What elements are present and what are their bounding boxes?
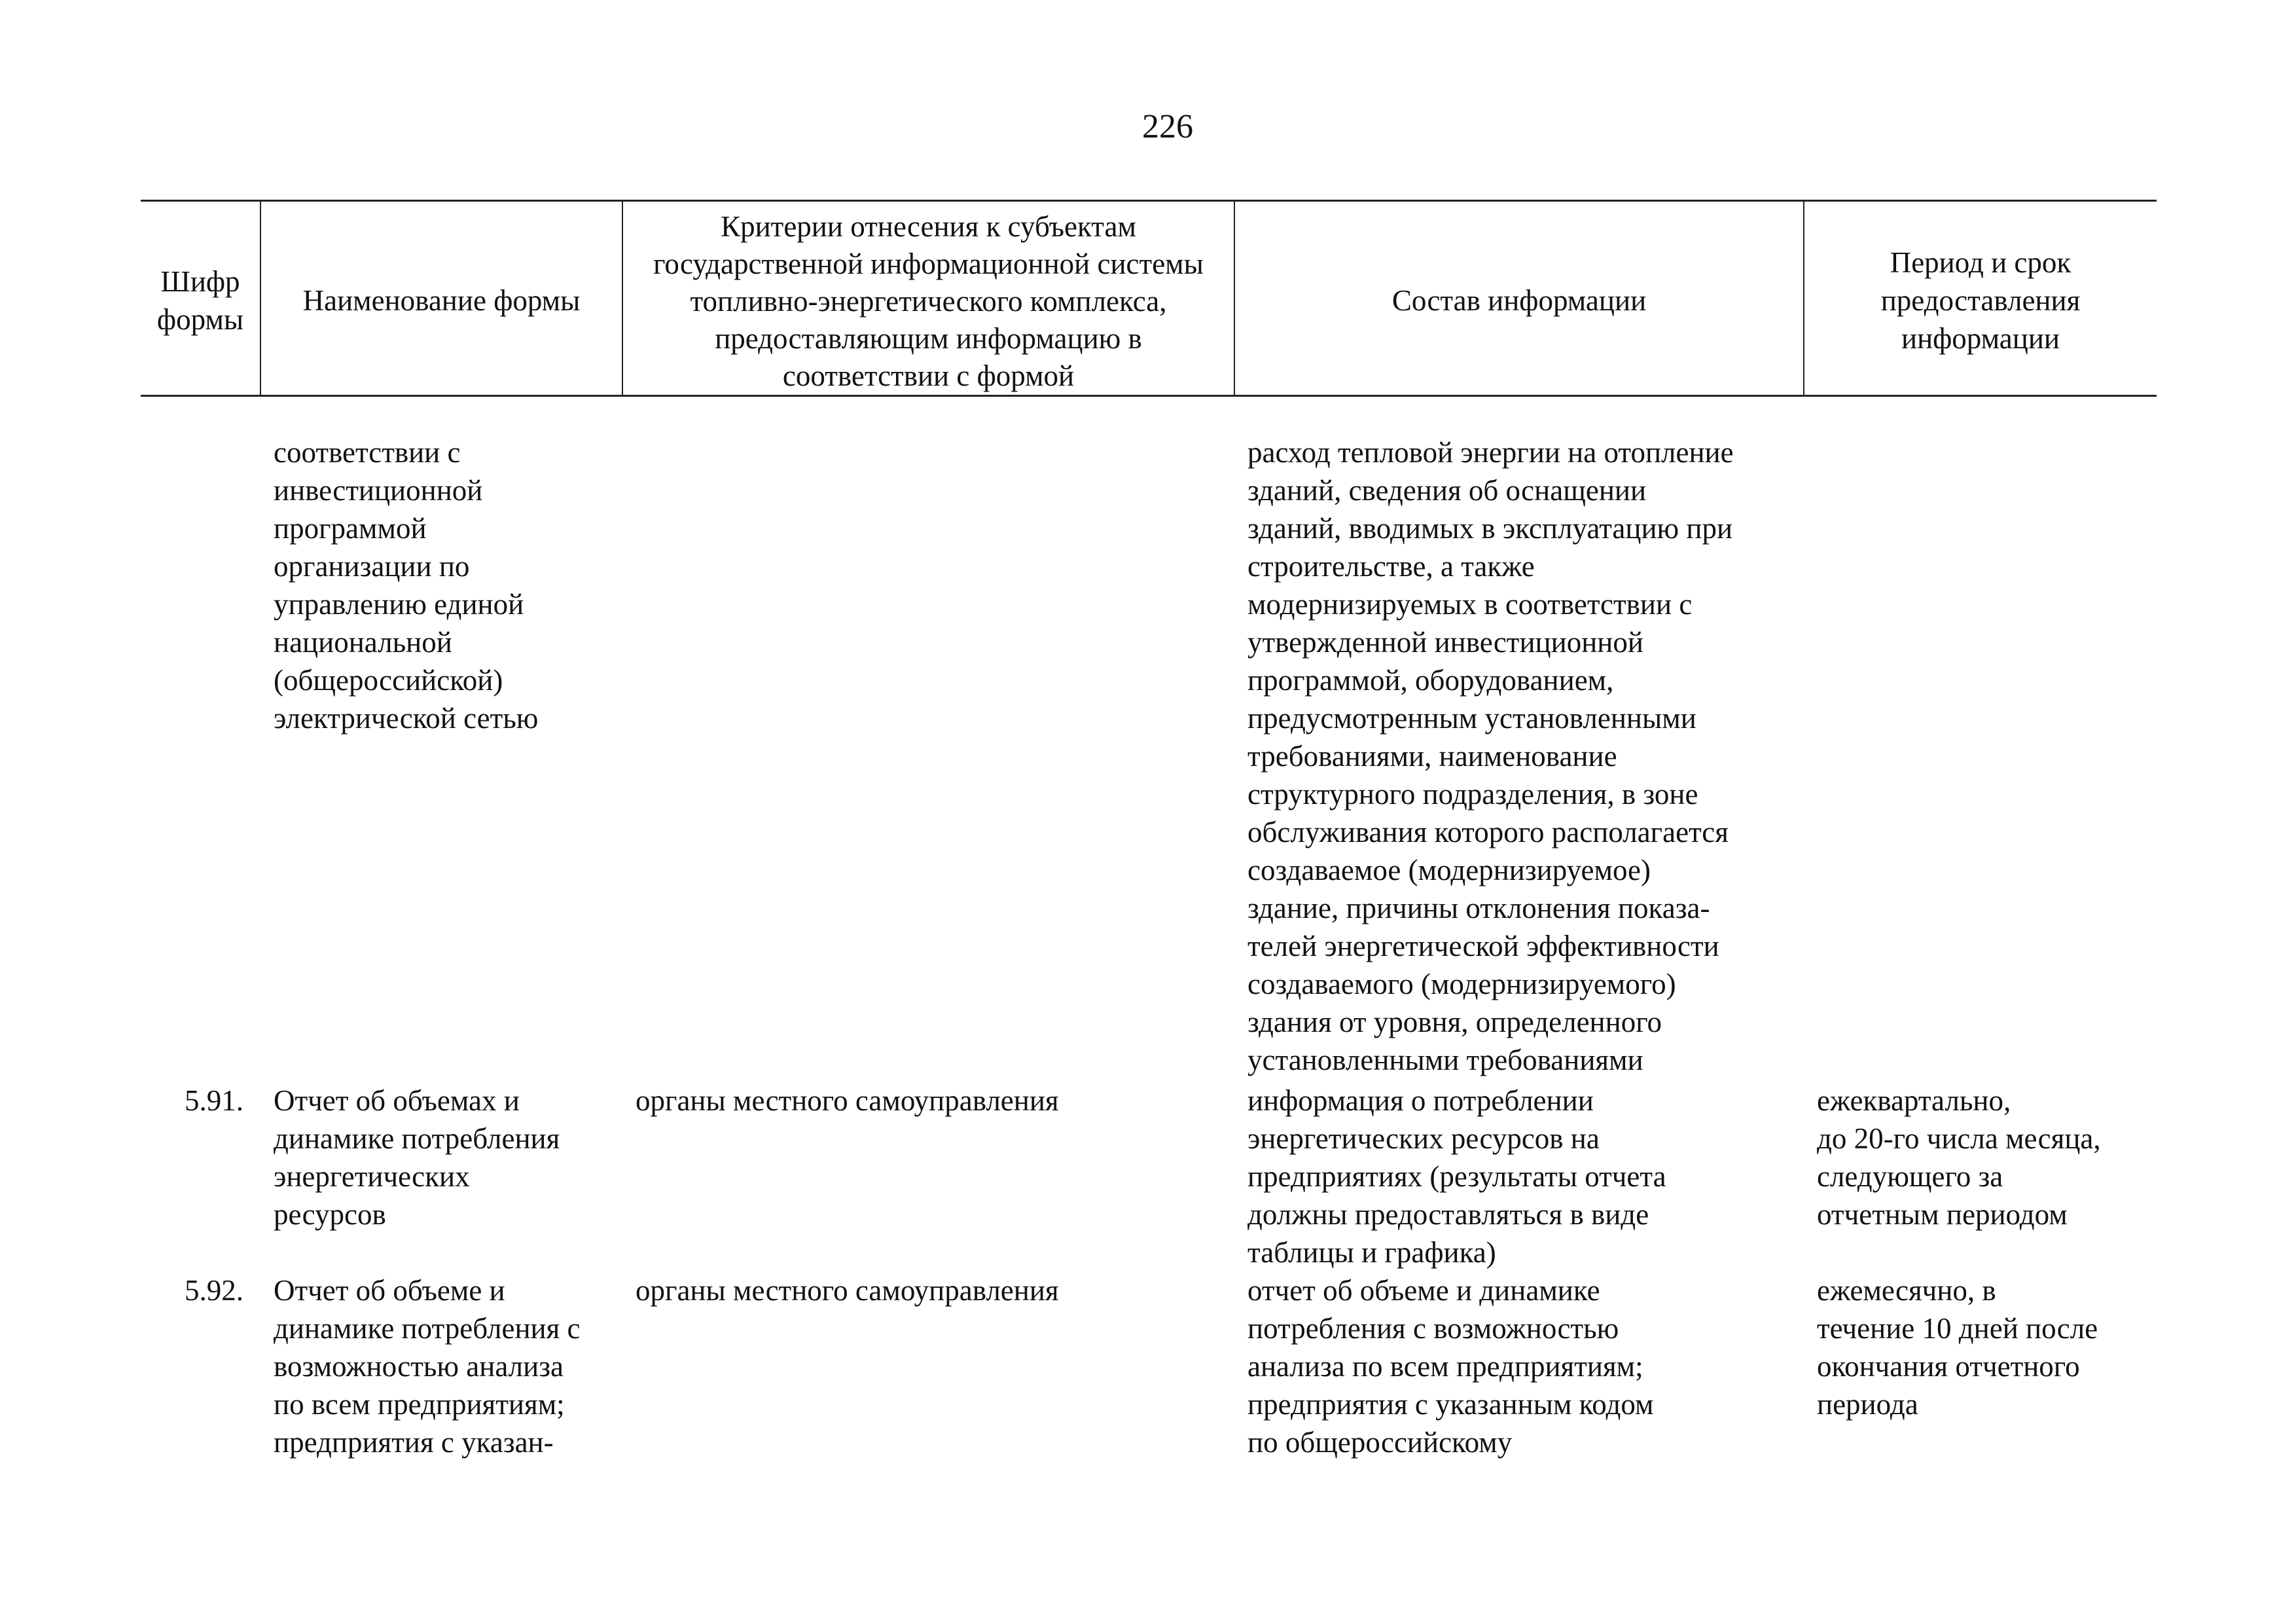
content-cell: отчет об объеме и динамике потребления с возможностью анализа по всем предприятиям; предприятия с указанным кодом по общероссийскому (1247, 1274, 1654, 1459)
table-row (141, 1271, 2157, 1461)
table-row (141, 1079, 2157, 1271)
header-information-content: Состав информации (1234, 201, 1804, 396)
form-code-cell (141, 396, 260, 1080)
form-name-cell: соответствии с инвестиционной программой организации по управлению единой национальной (общероссийской) электрической сетью (274, 436, 539, 735)
criteria-cell: органы местного самоуправления (636, 1084, 1059, 1117)
period-cell: ежемесячно, в течение 10 дней после окончания отчетного периода (1817, 1274, 2098, 1421)
content-cell: расход тепловой энергии на отопление зданий, сведения об оснащении зданий, вводимых в эксплуатацию при строительстве, а также модернизируемых в соответствии с утвержденной инвестиционной программой, оборудованием, предусмотренным установленными требованиями, наименование структурного подразделения, в зоне обслуживания которого располагается создаваемое (модернизируемое) здание, причины отклонения показа- телей энергетической эффективности создаваемого (модернизируемого) здания от уровня, определенного установленными требованиями (1247, 436, 1734, 1076)
criteria-cell: органы местного самоуправления (636, 1274, 1059, 1307)
header-form-name: Наименование формы (260, 201, 622, 396)
form-name-cell: Отчет об объемах и динамике потребления энергетических ресурсов (274, 1084, 560, 1231)
form-code-cell: 5.92. (185, 1274, 243, 1307)
table-row (141, 396, 2157, 1080)
forms-table (141, 200, 2157, 1461)
form-code-cell: 5.91. (185, 1084, 243, 1117)
period-cell (1804, 396, 2157, 1080)
criteria-cell (622, 396, 1234, 1080)
header-criteria: Критерии отнесения к субъектам государственной информационной системы топливно-энергетического комплекса, предоставляющим информацию в соответствии с формой (622, 201, 1234, 396)
header-period: Период и срок предоставления информации (1804, 201, 2157, 396)
page-number: 226 (1142, 108, 1193, 145)
header-form-code: Шифр формы (141, 201, 260, 396)
content-cell: информация о потреблении энергетических ресурсов на предприятиях (результаты отчета должны предоставляться в виде таблицы и графика) (1247, 1084, 1666, 1269)
table-header-row (141, 201, 2157, 396)
form-name-cell: Отчет об объеме и динамике потребления с возможностью анализа по всем предприятиям; предприятия с указан- (274, 1274, 581, 1459)
period-cell: ежеквартально, до 20-го числа месяца, следующего за отчетным периодом (1817, 1084, 2101, 1231)
